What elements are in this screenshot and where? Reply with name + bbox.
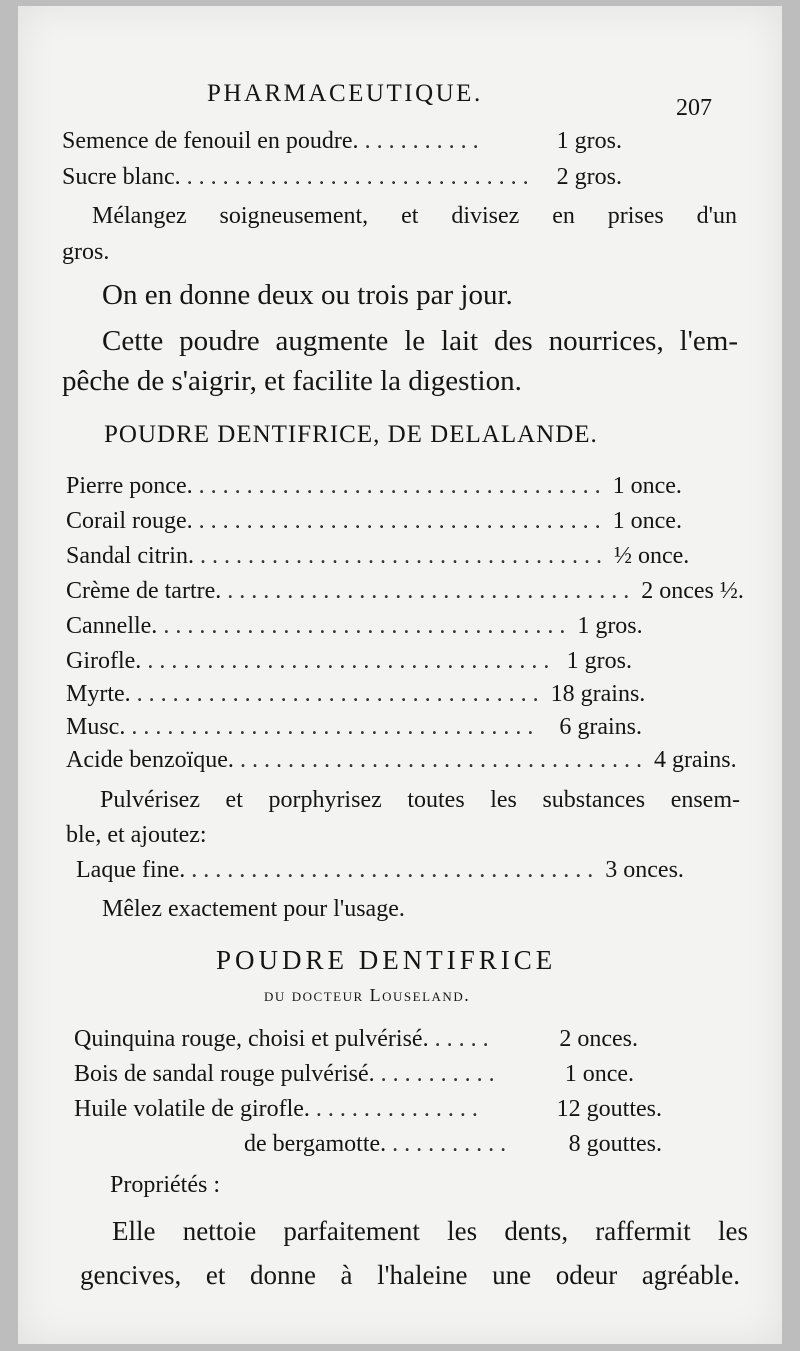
ingredient-quantity: 18 grains. [550, 681, 646, 707]
ingredient-row [66, 508, 682, 540]
leader-dots: .................................. [131, 714, 540, 740]
paragraph-line: Mélangez soigneusement, et divisez en prises d'un [92, 203, 737, 229]
leader-dots: .................................. [147, 648, 556, 674]
paragraph-line: Pulvérisez et porphyrisez toutes les substances ensem- [100, 787, 740, 813]
ingredient-name: Semence de fenouil en poudre. [62, 128, 359, 154]
ingredient-row [66, 543, 690, 575]
ingredient-quantity: ½ once. [613, 543, 690, 569]
leader-dots: .......... [392, 1131, 513, 1157]
ingredient-name: Sucre blanc. [62, 164, 181, 190]
leader-dots: .................................. [136, 681, 545, 707]
ingredient-name: Huile volatile de girofle. [74, 1096, 310, 1122]
ingredient-row [66, 473, 682, 505]
paragraph-line: Elle nettoie parfaitement les dents, raffermit les [112, 1216, 748, 1246]
leader-dots: .................................. [198, 473, 607, 499]
ingredient-name: Cannelle. [66, 613, 158, 639]
leader-dots: ............................. [186, 164, 535, 190]
ingredient-row [76, 857, 684, 889]
ingredient-name: Girofle. [66, 648, 142, 674]
leader-dots: .......... [364, 128, 485, 154]
ingredient-quantity: 1 gros. [566, 648, 632, 674]
ingredient-quantity: 2 onces. [559, 1026, 638, 1052]
ingredient-quantity: 1 gros. [577, 613, 643, 639]
ingredient-row [66, 613, 643, 645]
ingredient-row [66, 578, 744, 610]
ingredient-name: Acide benzoïque. [66, 747, 234, 773]
ingredient-row [74, 1026, 638, 1058]
leader-dots: .............. [315, 1096, 484, 1122]
ingredient-quantity: 3 onces. [605, 857, 684, 883]
ingredient-name: Musc. [66, 714, 126, 740]
ingredient-name: Bois de sandal rouge pulvérisé. [74, 1061, 375, 1087]
paragraph-line: gros. [62, 239, 110, 265]
ingredient-quantity: 8 gouttes. [568, 1131, 662, 1157]
ingredient-row [74, 1061, 634, 1093]
ingredient-row [66, 714, 642, 746]
ingredient-row [66, 747, 737, 779]
ingredient-quantity: 1 once. [564, 1061, 634, 1087]
ingredient-quantity: 2 onces ½. [641, 578, 744, 604]
ingredient-name: Sandal citrin. [66, 543, 194, 569]
ingredient-quantity: 6 grains. [559, 714, 642, 740]
ingredient-quantity: 4 grains. [653, 747, 737, 773]
ingredient-name: Quinquina rouge, choisi et pulvérisé. [74, 1026, 429, 1052]
section-subtitle: du docteur Louseland. [264, 985, 471, 1005]
ingredient-row [66, 681, 646, 713]
ingredient-row [244, 1131, 662, 1163]
ingredient-name: Crème de tartre. [66, 578, 222, 604]
ingredient-row [62, 164, 622, 196]
page-number: 207 [676, 95, 712, 121]
section-title: POUDRE DENTIFRICE, DE DELALANDE. [104, 421, 598, 448]
leader-dots: .................................. [198, 508, 607, 534]
paragraph-line: Mêlez exactement pour l'usage. [102, 896, 405, 922]
ingredient-quantity: 2 gros. [556, 164, 622, 190]
paragraph-line: On en donne deux ou trois par jour. [102, 279, 513, 311]
leader-dots: .................................. [163, 613, 572, 639]
leader-dots: .......... [380, 1061, 501, 1087]
paragraph-line: pêche de s'aigrir, et facilite la digestion. [62, 365, 522, 397]
ingredient-quantity: 12 gouttes. [556, 1096, 662, 1122]
paragraph-line: Cette poudre augmente le lait des nourrices, l'em- [102, 325, 738, 357]
ingredient-name: Corail rouge. [66, 508, 193, 534]
paragraph-line: ble, et ajoutez: [66, 822, 207, 848]
ingredient-quantity: 1 once. [612, 473, 682, 499]
leader-dots: .................................. [239, 747, 648, 773]
properties-label: Propriétés : [110, 1172, 220, 1198]
ingredient-quantity: 1 once. [612, 508, 682, 534]
leader-dots: ..... [434, 1026, 495, 1052]
ingredient-row [66, 648, 632, 680]
ingredient-name: Laque fine. [76, 857, 186, 883]
running-title: PHARMACEUTIQUE. [207, 80, 483, 107]
leader-dots: .................................. [199, 543, 608, 569]
ingredient-name: de bergamotte. [244, 1131, 387, 1157]
paragraph-line: gencives, et donne à l'haleine une odeur agréable. [80, 1260, 740, 1290]
ingredient-name: Myrte. [66, 681, 131, 707]
ingredient-quantity: 1 gros. [556, 128, 622, 154]
leader-dots: .................................. [227, 578, 636, 604]
ingredient-row [62, 128, 622, 160]
leader-dots: .................................. [191, 857, 600, 883]
ingredient-row [74, 1096, 662, 1128]
ingredient-name: Pierre ponce. [66, 473, 193, 499]
section-title: POUDRE DENTIFRICE [216, 945, 557, 975]
